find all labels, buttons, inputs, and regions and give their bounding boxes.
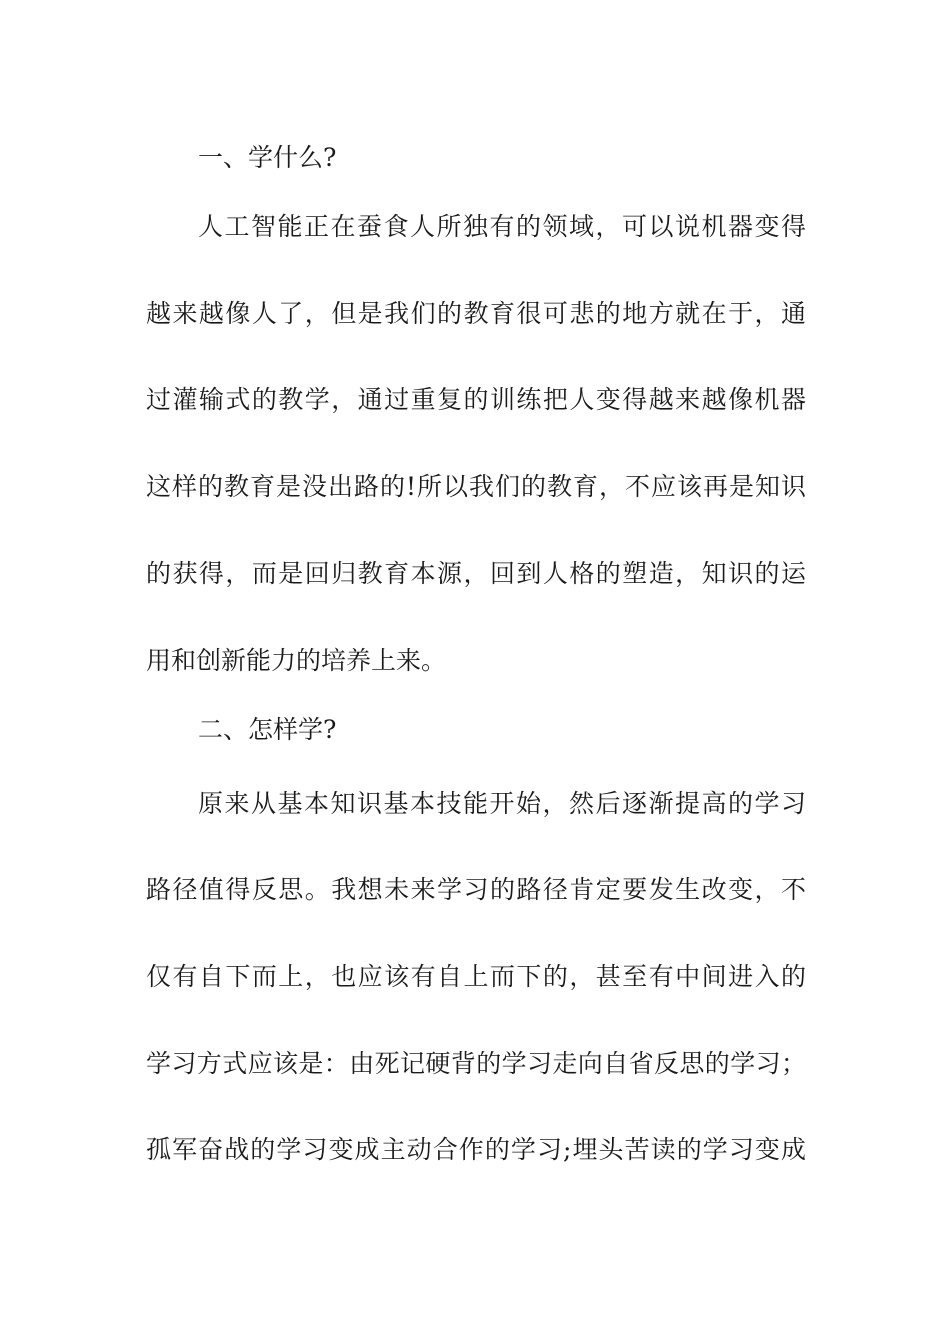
paragraph-line: 仅有自下而上，也应该有自上而下的，甚至有中间进入的 (146, 962, 806, 991)
paragraph-line: 路径值得反思。我想未来学习的路径肯定要发生改变，不 (146, 875, 806, 904)
paragraph-line: 用和创新能力的培养上来。 (146, 646, 447, 675)
paragraph-line: 过灌输式的教学，通过重复的训练把人变得越来越像机器 (146, 385, 806, 414)
heading-how-to-learn: 二、怎样学? (198, 715, 337, 744)
paragraph-line: 的获得，而是回归教育本源，回到人格的塑造，知识的运 (146, 559, 806, 588)
paragraph-line: 这样的教育是没出路的!所以我们的教育，不应该再是知识 (146, 472, 806, 501)
heading-what-to-learn: 一、学什么? (198, 143, 337, 172)
paragraph-line: 学习方式应该是：由死记硬背的学习走向自省反思的学习； (146, 1049, 806, 1078)
paragraph-line: 人工智能正在蚕食人所独有的领域，可以说机器变得 (198, 212, 806, 241)
paragraph-line: 原来从基本知识基本技能开始，然后逐渐提高的学习 (198, 789, 806, 818)
paragraph-line: 越来越像人了，但是我们的教育很可悲的地方就在于，通 (146, 299, 806, 328)
paragraph-line: 孤军奋战的学习变成主动合作的学习;埋头苦读的学习变成 (146, 1135, 806, 1164)
